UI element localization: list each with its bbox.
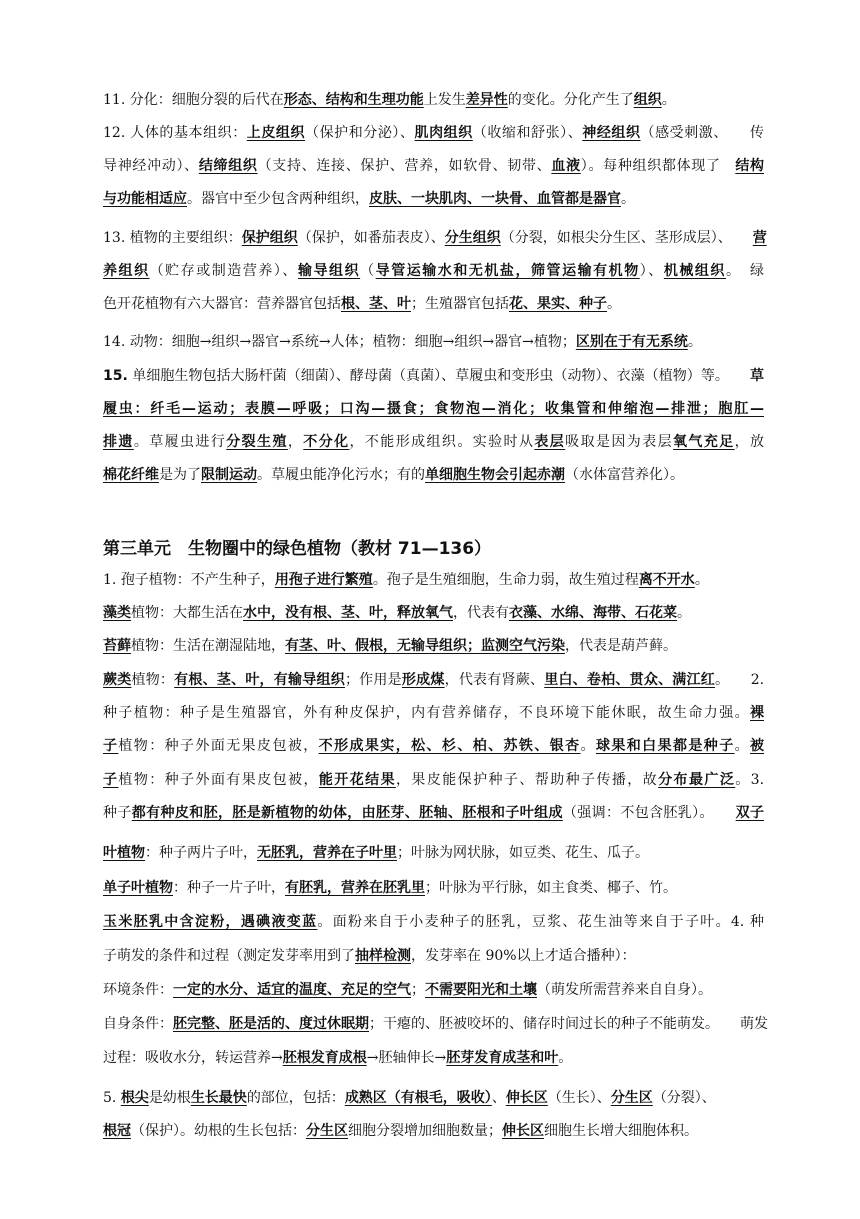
text-segment: 的变化。分化产生了 — [507, 92, 634, 108]
text-segment: （分裂，如根尖分生区、茎形成层）、 — [500, 230, 753, 246]
text-line — [103, 1121, 764, 1143]
text-segment: ）。每种组织都体现了 — [580, 158, 736, 174]
key-term: 差异性 — [465, 92, 508, 108]
text-segment: 植物：大都生活在 — [131, 605, 243, 621]
text-line — [103, 399, 764, 421]
text-line — [103, 156, 764, 178]
text-segment: 细胞生长增大细胞体积。 — [544, 1123, 698, 1139]
key-term: 子 — [103, 738, 119, 754]
key-term: 被 — [750, 738, 765, 754]
text-line — [103, 912, 764, 934]
key-term: 形成煤 — [401, 672, 445, 688]
key-term: 限制运动 — [201, 467, 257, 483]
text-segment: ，果皮能保护种子、帮助种子传播，故 — [396, 772, 659, 788]
text-segment: 单细胞生物包括大肠杆菌（细菌）、酵母菌（真菌）、草履虫和变形虫（动物）、衣藻（植物）等。 — [127, 368, 750, 384]
key-term: 球果和白果都是种子 — [595, 738, 735, 754]
key-term: 机械组织 — [663, 263, 726, 279]
key-term: 都有种皮和胚，胚是新植物的幼体，由胚芽、胚轴、胚根和子叶组成 — [131, 805, 563, 821]
text-line — [103, 332, 764, 354]
key-term: 水中，没有根、茎、叶，释放氧气 — [243, 605, 453, 621]
key-term: 单细胞生物会引起赤潮 — [425, 467, 565, 483]
text-segment: 5. — [103, 1090, 121, 1106]
text-segment: ，不能形成组织。实验时从 — [349, 434, 535, 450]
text-segment: 过程：吸收水分，转运营养→ — [103, 1050, 283, 1066]
key-term: 胚完整、胚是活的、度过休眠期 — [173, 1016, 369, 1032]
text-segment: 种子 — [103, 805, 132, 821]
key-term: 藻类 — [103, 605, 131, 621]
key-term: 形态、结构和生理功能 — [283, 92, 424, 108]
text-line — [103, 1014, 768, 1036]
text-segment: （ — [360, 263, 376, 279]
text-line — [103, 294, 764, 316]
key-term: 排遗 — [103, 434, 134, 450]
key-term: 玉米胚乳中含淀粉，遇碘液变蓝 — [103, 914, 318, 930]
text-segment: （贮存或制造营养）、 — [149, 263, 298, 279]
text-segment: 植物： — [131, 672, 175, 688]
text-line — [103, 636, 764, 658]
text-segment: （收缩和舒张）、 — [472, 125, 583, 141]
key-term: 有根、茎、叶，有输导组织 — [174, 672, 345, 688]
text-line — [103, 366, 764, 388]
key-term: 上皮组织 — [246, 125, 306, 141]
key-term: 伸长区 — [505, 1090, 548, 1106]
key-term: 衣藻、水绵、海带、石花菜 — [509, 605, 677, 621]
key-term: 根、茎、叶 — [341, 296, 411, 312]
text-line — [103, 123, 764, 145]
key-term: 营 — [752, 230, 767, 246]
key-term: 离不开水 — [638, 572, 695, 588]
text-segment: 。草履虫能净化污水；有的 — [257, 467, 425, 483]
key-term: 肌肉组织 — [414, 125, 473, 141]
key-term: 里白、卷柏、贯众、满江红 — [544, 672, 715, 688]
key-term: 分生区 — [306, 1123, 348, 1139]
text-segment: （萌发所需营养来自自身）。 — [537, 982, 712, 998]
key-term: 一定的水分、适宜的温度、充足的空气 — [173, 982, 411, 998]
text-segment: 草 — [750, 368, 764, 384]
text-segment: （分裂）、 — [652, 1090, 716, 1106]
text-segment: 、 — [491, 1090, 506, 1106]
text-line — [103, 703, 764, 725]
key-term: 成熟区（有根毛，吸收） — [344, 1090, 492, 1106]
text-segment: 是为了 — [159, 467, 201, 483]
text-line — [103, 90, 764, 112]
text-segment: 。面粉来自于小麦种子的胚乳，豆浆、花生油等来自于子叶。4. 种 — [317, 914, 765, 930]
text-segment: ；叶脉为网状脉，如豆类、花生、瓜子。 — [397, 845, 649, 861]
text-segment: 。3. — [735, 772, 765, 788]
text-segment: 。 — [580, 738, 596, 754]
text-segment: ：种子两片子叶， — [145, 845, 257, 861]
text-segment: 环境条件： — [103, 982, 173, 998]
key-term: 履虫：纤毛—运动；表膜—呼吸；口沟—摄食；食物泡—消化；收集管和伸缩泡—排泄；胞肛— — [103, 401, 764, 417]
text-line — [103, 1048, 764, 1070]
key-term: 棉花纤维 — [103, 467, 159, 483]
key-term: 根尖 — [120, 1090, 149, 1106]
text-segment: （生长）、 — [547, 1090, 611, 1106]
text-segment: （保护，如番茄表皮）、 — [297, 230, 445, 246]
key-term: 不分化 — [303, 434, 350, 450]
key-term: 血液 — [551, 158, 581, 174]
key-term: 叶植物 — [103, 845, 145, 861]
key-term: 有茎、叶、假根，无输导组织；监测空气污染 — [285, 638, 565, 654]
text-segment: 。 — [621, 191, 635, 207]
text-line — [103, 803, 764, 825]
key-term: 用孢子进行繁殖 — [274, 572, 373, 588]
text-segment: ； — [411, 982, 425, 998]
text-segment: 11. 分化：细胞分裂的后代在 — [103, 92, 284, 108]
key-term: 有胚乳，营养在胚乳里 — [285, 880, 425, 896]
text-segment: 13. 植物的主要组织： — [103, 230, 242, 246]
text-segment: 植物：种子外面有果皮包被， — [118, 772, 319, 788]
key-term: 结缔组织 — [198, 158, 258, 174]
key-term: 养组织 — [103, 263, 150, 279]
text-segment: 1. 孢子植物：不产生种子， — [103, 572, 275, 588]
text-segment: 。 绿 — [725, 263, 765, 279]
text-segment: 吸取是因为表层 — [565, 434, 674, 450]
text-segment: ；生殖器官包括 — [411, 296, 509, 312]
key-term: 保护组织 — [241, 230, 298, 246]
text-line — [103, 980, 764, 1002]
key-term: 分生组织 — [444, 230, 501, 246]
key-term: 双子 — [735, 805, 765, 821]
text-segment: 15. — [103, 368, 128, 384]
key-term: 氧气充足 — [673, 434, 735, 450]
text-segment: ，代表有肾蕨、 — [444, 672, 545, 688]
key-term: 分布最广泛 — [658, 772, 736, 788]
key-term: 蕨类 — [103, 672, 132, 688]
text-segment: ，代表是葫芦藓。 — [565, 638, 677, 654]
text-segment: ）、 — [639, 263, 664, 279]
text-segment: 的部位，包括： — [246, 1090, 345, 1106]
key-term: 组织 — [633, 92, 662, 108]
text-segment: ， — [287, 434, 304, 450]
text-segment: ；干瘪的、胚被咬坏的、储存时间过长的种子不能萌发。 萌发 — [369, 1016, 768, 1032]
text-line — [103, 603, 764, 625]
text-segment: 12. 人体的基本组织： — [103, 125, 247, 141]
text-segment: 。 2. — [715, 672, 765, 688]
key-term: 胚根发育成根 — [282, 1050, 367, 1066]
text-line — [103, 670, 764, 692]
text-segment: 种子植物：种子是生殖器官，外有种皮保护，内有营养储存，不良环境下能休眠，故生命力强。 — [103, 705, 750, 721]
text-segment: （水体富营养化）。 — [565, 467, 684, 483]
key-term: 分生区 — [610, 1090, 653, 1106]
text-segment: 14. 动物：细胞→组织→器官→系统→人体；植物：细胞→组织→器官→植物； — [103, 334, 576, 350]
key-term: 输导组织 — [297, 263, 361, 279]
text-line — [103, 1088, 764, 1110]
text-segment: 色开花植物有六大器官：营养器官包括 — [103, 296, 341, 312]
key-term: 伸长区 — [502, 1123, 544, 1139]
text-segment: ；作用是 — [344, 672, 402, 688]
key-term: 子 — [103, 772, 119, 788]
key-term: 结构 — [735, 158, 765, 174]
text-line — [103, 946, 764, 968]
text-segment: 。 — [607, 296, 621, 312]
key-term: 能开花结果 — [318, 772, 396, 788]
text-segment: 。 — [558, 1050, 573, 1066]
text-segment: 自身条件： — [103, 1016, 173, 1032]
text-segment: 是幼根 — [148, 1090, 191, 1106]
text-segment: 植物：种子外面无果皮包被， — [118, 738, 319, 754]
key-term: 分裂生殖 — [226, 434, 288, 450]
text-segment: 。 — [677, 605, 691, 621]
text-segment: 。草履虫进行 — [133, 434, 227, 450]
text-segment: ，放 — [734, 434, 765, 450]
text-line — [103, 770, 764, 792]
text-line — [103, 432, 764, 454]
text-segment: （保护）。幼根的生长包括： — [131, 1123, 306, 1139]
text-line — [103, 570, 764, 592]
text-segment: ：种子一片子叶， — [173, 880, 285, 896]
key-term: 不形成果实，松、杉、柏、苏铁、银杏 — [318, 738, 581, 754]
text-segment: ；叶脉为平行脉，如主食类、椰子、竹。 — [425, 880, 677, 896]
key-term: 不需要阳光和土壤 — [425, 982, 537, 998]
key-term: 裸 — [750, 705, 764, 721]
key-term: 导管运输水和无机盐，筛管运输有机物 — [375, 263, 640, 279]
key-term: 区别在于有无系统 — [575, 334, 688, 350]
text-segment: （感受刺激、 传 — [640, 125, 765, 141]
key-term: 皮肤、一块肌肉、一块骨、血管都是器官 — [369, 191, 621, 207]
text-segment: 植物：生活在潮湿陆地， — [131, 638, 285, 654]
text-line — [103, 228, 767, 250]
text-line — [103, 465, 764, 487]
text-segment: 细胞分裂增加细胞数量； — [348, 1123, 502, 1139]
text-segment: 。孢子是生殖细胞，生命力弱，故生殖过程 — [372, 572, 639, 588]
text-segment: （保护和分泌）、 — [305, 125, 415, 141]
key-term: 单子叶植物 — [103, 880, 173, 896]
text-segment: （支持、连接、保护、营养，如软骨、韧带、 — [257, 158, 552, 174]
text-segment: ，代表有 — [453, 605, 509, 621]
text-segment: 上发生 — [423, 92, 466, 108]
key-term: 神经组织 — [582, 125, 641, 141]
text-segment: 。 — [734, 738, 751, 754]
text-segment: ，发芽率在 90%以上才适合播种）： — [411, 948, 636, 964]
key-term: 抽样检测 — [355, 948, 411, 964]
text-line — [103, 189, 764, 211]
key-term: 苔藓 — [103, 638, 131, 654]
text-segment: 子萌发的条件和过程（测定发芽率用到了 — [103, 948, 355, 964]
text-line — [103, 261, 764, 283]
text-segment: 导神经冲动）、 — [103, 158, 199, 174]
key-term: 无胚乳，营养在子叶里 — [257, 845, 397, 861]
text-line — [103, 843, 764, 865]
text-segment: 。器官中至少包含两种组织， — [187, 191, 369, 207]
key-term: 根冠 — [103, 1123, 131, 1139]
text-segment: →胚轴伸长→ — [366, 1050, 447, 1066]
key-term: 花、果实、种子 — [509, 296, 607, 312]
text-segment: 。 — [687, 334, 702, 350]
section-heading: 第三单元 生物圈中的绿色植物（教材 71—136） — [103, 539, 492, 559]
key-term: 与功能相适应 — [103, 191, 187, 207]
key-term: 生长最快 — [190, 1090, 247, 1106]
key-term: 表层 — [534, 434, 566, 450]
text-segment: 。 — [661, 92, 676, 108]
text-segment: 。 — [694, 572, 709, 588]
text-line — [103, 878, 764, 900]
text-line — [103, 736, 764, 758]
text-segment: （强调：不包含胚乳）。 — [562, 805, 736, 821]
key-term: 胚芽发育成茎和叶 — [446, 1050, 559, 1066]
